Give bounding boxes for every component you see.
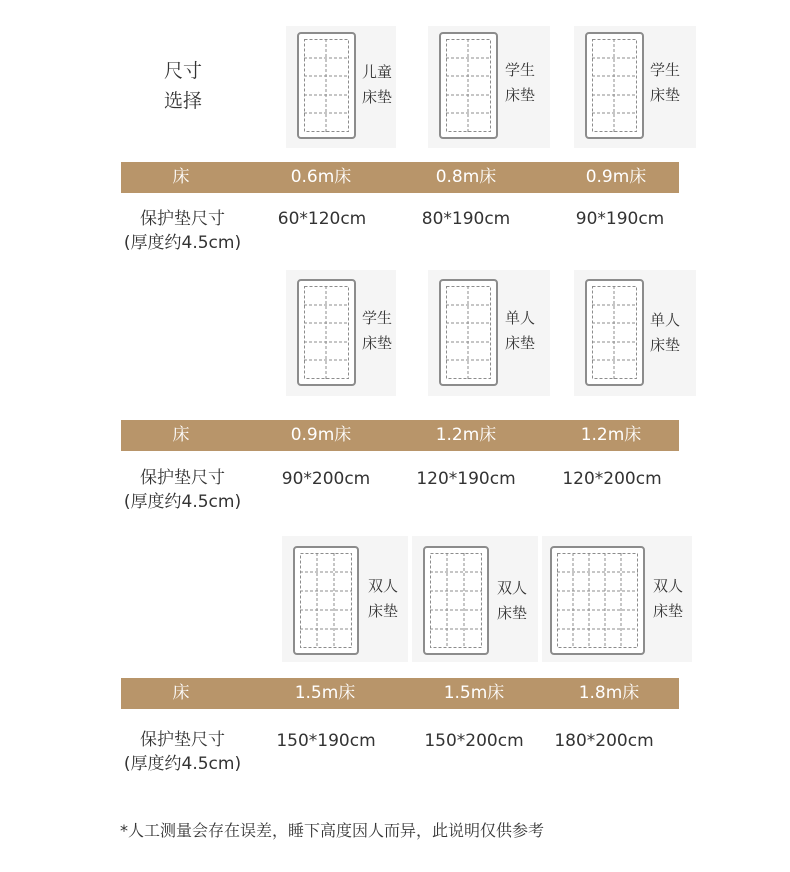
pad-size-value: 90*200cm xyxy=(281,469,371,489)
bar-cell: 1.5m床 xyxy=(443,683,505,703)
pad-size-value: 80*190cm xyxy=(421,209,511,229)
mattress-grid xyxy=(304,286,349,379)
pad-size-value: 120*200cm xyxy=(562,469,662,489)
size-selection-title xyxy=(148,56,218,116)
mattress-label: 双人 床垫 xyxy=(497,579,528,622)
mattress-label: 双人 床垫 xyxy=(368,577,399,620)
title-line-1: 尺寸 xyxy=(163,60,202,82)
mattress-grid xyxy=(557,553,638,648)
size-bar xyxy=(121,162,679,193)
mattress-grid xyxy=(446,286,491,379)
pad-size-value: 120*190cm xyxy=(416,469,516,489)
mattress-grid xyxy=(300,553,352,648)
mattress-grid xyxy=(592,286,637,379)
pad-size-label: 保护垫尺寸 (厚度约4.5cm) xyxy=(123,209,242,253)
mattress-label: 学生 床垫 xyxy=(362,309,393,352)
bar-head: 床 xyxy=(172,683,190,703)
mattress-icon xyxy=(585,279,644,386)
mattress-icon xyxy=(423,546,489,655)
mattress-icon xyxy=(293,546,359,655)
pad-size-value: 180*200cm xyxy=(554,731,654,751)
mattress-icon xyxy=(439,279,498,386)
bar-head: 床 xyxy=(172,167,190,187)
mattress-icon xyxy=(297,279,356,386)
mattress-icon xyxy=(439,32,498,139)
pad-size-value: 90*190cm xyxy=(575,209,665,229)
size-bar xyxy=(121,678,679,709)
mattress-label: 双人 床垫 xyxy=(653,577,684,620)
bar-cell: 0.6m床 xyxy=(290,167,352,187)
bar-cell: 1.2m床 xyxy=(435,425,497,445)
pad-size-label: 保护垫尺寸 (厚度约4.5cm) xyxy=(123,730,242,774)
mattress-icon xyxy=(297,32,356,139)
mattress-label: 单人 床垫 xyxy=(650,311,681,354)
bar-head: 床 xyxy=(172,425,190,445)
mattress-label: 儿童 床垫 xyxy=(362,63,393,106)
mattress-icon xyxy=(585,32,644,139)
pad-size-value: 150*200cm xyxy=(424,731,524,751)
mattress-label: 学生 床垫 xyxy=(505,61,536,104)
pad-size-value: 150*190cm xyxy=(276,731,376,751)
title-line-2: 选择 xyxy=(163,90,202,112)
mattress-grid xyxy=(592,39,637,132)
mattress-grid xyxy=(304,39,349,132)
mattress-icon xyxy=(550,546,645,655)
pad-size-value: 60*120cm xyxy=(277,209,367,229)
mattress-grid xyxy=(446,39,491,132)
bar-cell: 0.8m床 xyxy=(435,167,497,187)
bar-cell: 0.9m床 xyxy=(585,167,647,187)
pad-size-label: 保护垫尺寸 (厚度约4.5cm) xyxy=(123,468,242,512)
mattress-grid xyxy=(430,553,482,648)
disclaimer-note: *人工测量会存在误差，睡下高度因人而异，此说明仅供参考 xyxy=(120,821,545,840)
mattress-label: 学生 床垫 xyxy=(650,61,681,104)
mattress-label: 单人 床垫 xyxy=(505,309,536,352)
bar-cell: 1.2m床 xyxy=(580,425,642,445)
bar-cell: 1.8m床 xyxy=(578,683,640,703)
size-bar xyxy=(121,420,679,451)
bar-cell: 1.5m床 xyxy=(294,683,356,703)
bar-cell: 0.9m床 xyxy=(290,425,352,445)
